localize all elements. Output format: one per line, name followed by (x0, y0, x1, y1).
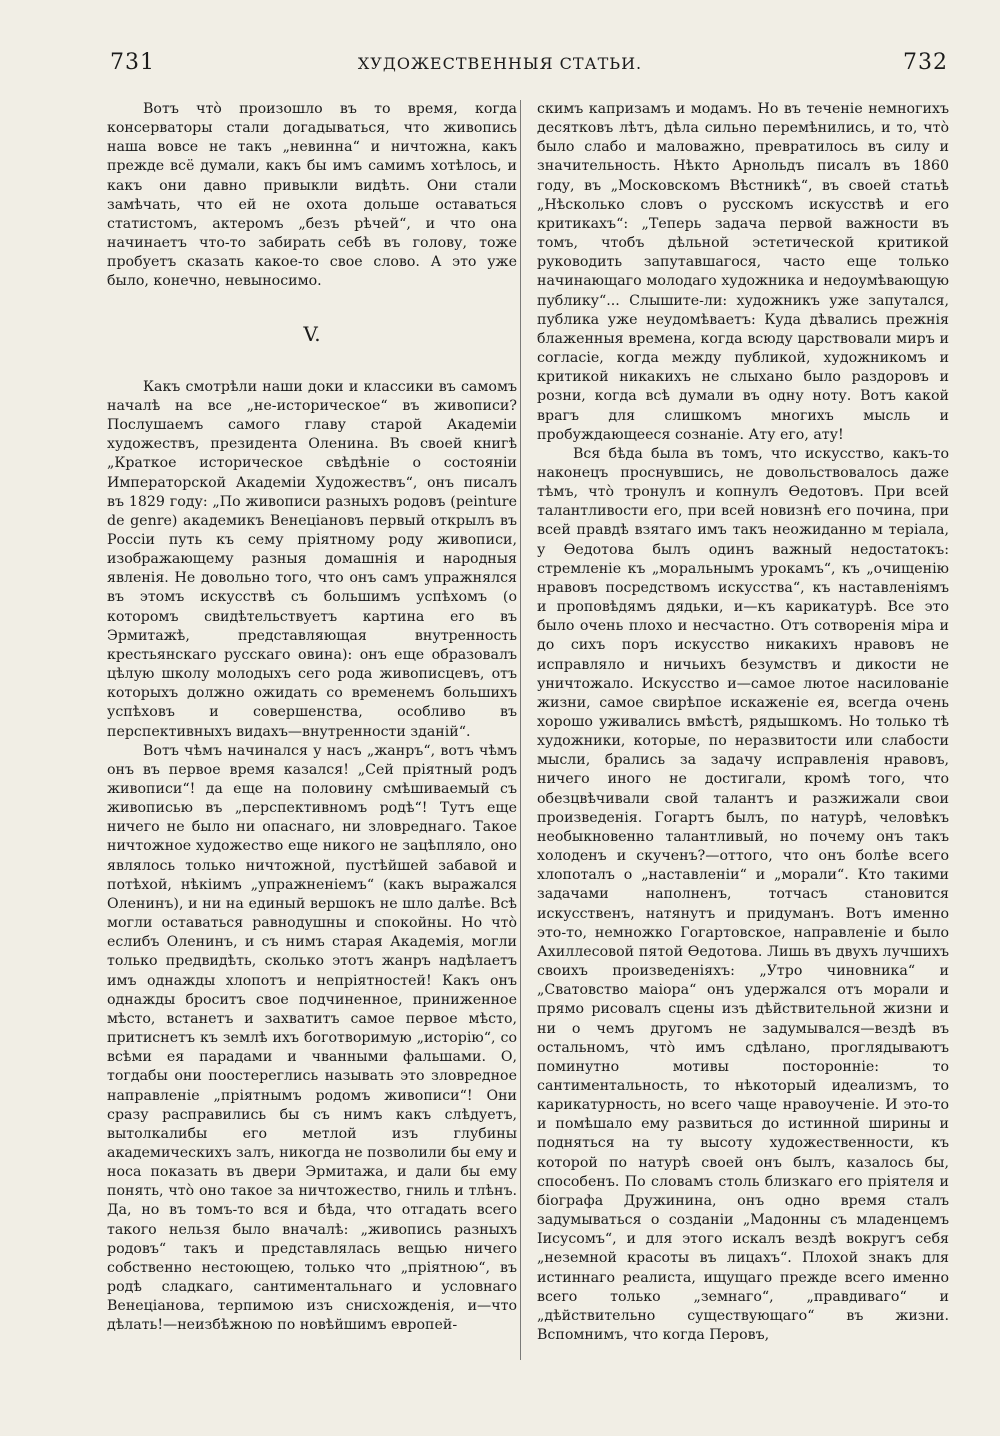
right-column (537, 100, 949, 1345)
paragraph: Вотъ чѣмъ начинался у насъ „жанръ“, вотъ чѣмъ онъ въ первое время казался! „Сей пріятный родъ живописи“! да еще на половину смѣшиваемый съ живописью въ „перспективномъ родѣ“! Тутъ еще ничего не было ни опаснаго, ни зловреднаго. Такое ничтожное художество еще никого не зацѣпляло, оно являлось только ничтожной, пустѣйшей забавой и потѣхой, нѣкіимъ „упражненіемъ“ (какъ выражался Оленинъ), и ни на единый вершокъ не шло далѣе. Всѣ могли оставаться равнодушны и спокойны. Но чтò еслибъ Оленинъ, и съ нимъ старая Академія, могли только предвидѣть, сколько этотъ жанръ надѣлаетъ имъ однажды хлопотъ и непріятностей! Какъ онъ однажды броситъ свое подчиненное, приниженное мѣсто, встанетъ и захватитъ самое первое мѣсто, притиснетъ къ землѣ ихъ боготворимую „исторію“, со всѣми ея парадами и чванными фальшами. О, тогдабы они поостереглись называть это зловредное направленіе „пріятнымъ родомъ живописи“! Они сразу расправились бы съ нимъ какъ слѣдуетъ, вытолкалибы его метлой изъ глубины академическихъ залъ, никогда не позволили бы ему и носа показать въ двери Эрмитажа, и дали бы ему понять, чтò оно такое за ничтожество, гниль и тлѣнъ. Да, но въ томъ-то вся и бѣда, что отгадать всего такого нельзя было вначалѣ: „живопись разныхъ родовъ“ такъ и представлялась вещью ничего собственно нестоющею, только что „пріятною“, въ родѣ сладкаго, сантиментальнаго и условнаго Венеціанова, терпимою изъ снисхожденія, и—что дѣлать!—неизбѣжною по новѣйшимъ европей- (107, 742, 517, 1334)
page-number-left: 731 (110, 50, 155, 75)
page-number-right: 732 (903, 50, 948, 75)
paragraph: Вся бѣда была въ томъ, что искусство, какъ-то наконецъ проснувшись, не довольствовалось даже тѣмъ, чтò тронулъ и копнулъ Ѳедотовъ. При всей талантливости его, при всей новизнѣ его почина, при всей правдѣ взятаго имъ такъ неожиданно м теріала, у Ѳедотова былъ одинъ важный недостатокъ: стремленіе къ „моральнымъ урокамъ“, къ „очищенію нравовъ посредствомъ искусства“, къ наставленіямъ и проповѣдямъ дядьки, и—къ карикатурѣ. Все это было очень плохо и несчастно. Отъ сотворенія міра и до сихъ поръ искусство никакихъ нравовъ не исправляло и ничьихъ безумствъ и дикости не уничтожало. Искусство и—самое лютое насилованіе жизни, самое свирѣпое искаженіе ея, всегда очень хорошо уживались вмѣстѣ, рядышкомъ. Но только тѣ художники, которые, по неразвитости или слабости мысли, брались за задачу исправленія нравовъ, ничего иного не достигали, кромѣ того, что обезцвѣчивали свой талантъ и разжижали свои произведенія. Гогартъ былъ, по натурѣ, человѣкъ необыкновенно талантливый, но почему онъ такъ холоденъ и скученъ?—оттого, что онъ болѣе всего хлопоталъ о „наставленіи“ и „морали“. Кто такими задачами наполненъ, тотчасъ становится искусственъ, натянутъ и придуманъ. Вотъ именно это-то, немножко Гогартовское, направленіе и было Ахиллесовой пятой Ѳедотова. Лишь въ двухъ лучшихъ своихъ произведеніяхъ: „Утро чиновника“ и „Сватовство маіора“ онъ удержался отъ морали и прямо рисовалъ сцены изъ дѣйствительной жизни и ни о чемъ другомъ не задумывался—вездѣ въ остальномъ, чтò имъ сдѣлано, проглядываютъ поминутно мотивы посторонніе: то сантиментальность, то нѣкоторый идеализмъ, то карикатурность, но всего чаще нравоученіе. И это-то и помѣшало ему развиться до истинной ширины и подняться на ту высоту художественности, къ которой по натурѣ своей онъ былъ, казалось бы, способенъ. По словамъ столь близкаго его пріятеля и біографа Дружинина, онъ одно время сталъ задумываться о созданіи „Мадонны съ младенцемъ Іисусомъ“, и для этого искалъ вездѣ вокругъ себя „неземной красоты въ лицахъ“. Плохой знакъ для истиннаго реалиста, ищущаго прежде всего именно всего только „земнаго“, „правдиваго“ и „дѣйствительно существующаго“ въ жизни. Вспомнимъ, что когда Перовъ, (537, 445, 949, 1343)
column-divider (520, 100, 521, 1360)
running-header: ХУДОЖЕСТВЕННЫЯ СТАТЬИ. (357, 54, 643, 73)
left-column (107, 100, 517, 1336)
paragraph: скимъ капризамъ и модамъ. Но въ теченіе немногихъ десятковъ лѣтъ, дѣла сильно перемѣнились, и то, чтò было слабо и маловажно, превратилось въ силу и значительность. Нѣкто Арнольдъ писалъ въ 1860 году, въ „Московскомъ Вѣстникѣ“, въ своей статьѣ „Нѣсколько словъ о русскомъ искусствѣ и его критикахъ“: „Теперь задача первой важности въ томъ, чтобъ дѣльной эстетической критикой руководить запутавшагося, часто еще только начинающаго молодаго художника и недоумѣвающую публику“... Слышите-ли: художникъ уже запутался, публика уже неудомѣваетъ: Куда дѣвались прежнія блаженныя времена, когда всюду царствовали миръ и согласіе, когда между публикой, художникомъ и критикой никакихъ не слыхано было раздоровъ и розни, когда всѣ думали въ одну ноту. Вотъ какой врагъ для слишкомъ многихъ мысль и пробуждающееся сознаніе. Ату его, ату! (537, 101, 949, 443)
section-heading: V. (303, 321, 321, 346)
paragraph: Какъ смотрѣли наши доки и классики въ самомъ началѣ на все „не-историческое“ въ живописи? Послушаемъ самого главу старой Академіи художествъ, президента Оленина. Въ своей книгѣ „Краткое историческое свѣдѣніе о состояніи Императорской Академіи Художествъ“, онъ писалъ въ 1829 году: „По живописи разныхъ родовъ (peinture de genre) академикъ Венеціановъ первый открылъ въ Россіи путь къ сему пріятному роду живописи, изображающему разныя домашнія и народныя явленія. Не довольно того, что онъ самъ упражнялся въ этомъ искусствѣ съ большимъ успѣхомъ (о которомъ свидѣтельствуетъ картина его въ Эрмитажѣ, представляющая внутренность крестьянскаго русскаго овина): онъ еще образовалъ цѣлую школу молодыхъ сего рода живописцевъ, отъ которыхъ должно ожидать со временемъ большихъ успѣховъ и совершенства, особливо въ перспективныхъ видахъ—внутренности зданій“. (107, 378, 517, 740)
paragraph: Вотъ чтò произошло въ то время, когда консерваторы стали догадываться, что живопись наша вовсе не такъ „невинна“ и ничтожна, какъ прежде всё думали, какъ бы имъ самимъ хотѣлось, и какъ они давно привыкли видѣть. Они стали замѣчать, что ей не охота дольше оставаться статистомъ, актеромъ „безъ рѣчей“, и что она начинаетъ что-то забирать себѣ въ голову, тоже пробуетъ сказать какое-то свое слово. А это уже было, конечно, невыносимо. (107, 101, 517, 290)
